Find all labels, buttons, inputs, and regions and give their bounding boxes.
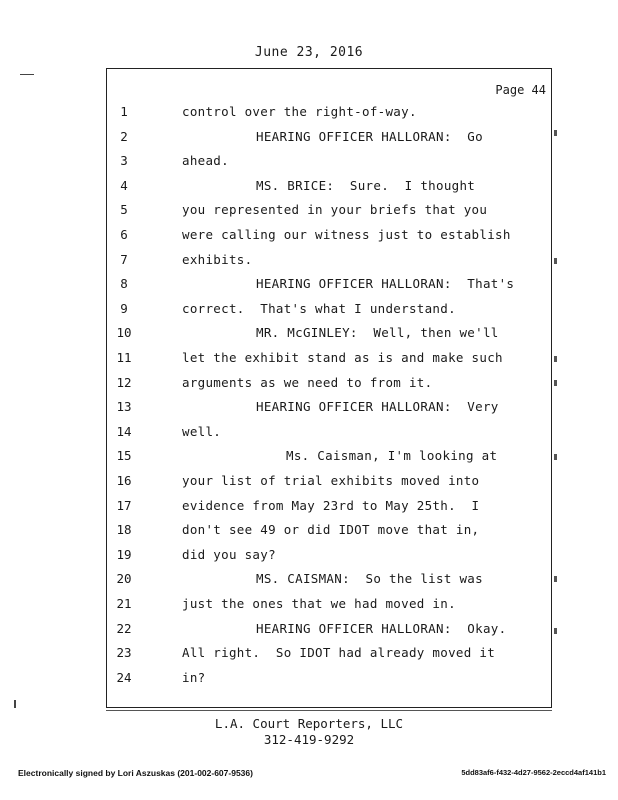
line-number: 21 xyxy=(116,596,132,611)
line-text: in? xyxy=(182,669,206,685)
line-text: just the ones that we had moved in. xyxy=(182,596,456,611)
scan-speck xyxy=(14,700,16,708)
transcript-line xyxy=(0,350,618,370)
transcript-line xyxy=(0,178,618,198)
line-number: 19 xyxy=(116,546,132,562)
line-text: exhibits. xyxy=(182,251,253,267)
line-number: 8 xyxy=(120,276,128,292)
line-number: 9 xyxy=(120,300,128,316)
reporter-phone: 312-419-9292 xyxy=(263,732,355,747)
transcript-line xyxy=(0,252,618,272)
line-number: 16 xyxy=(116,473,132,488)
line-text: correct. That's what I understand. xyxy=(182,300,456,316)
line-number: 6 xyxy=(120,227,128,242)
transcript-line xyxy=(0,498,618,518)
line-text: HEARING OFFICER HALLORAN: That's xyxy=(256,276,515,292)
line-number: 22 xyxy=(116,620,132,636)
transcript-line xyxy=(0,448,618,468)
line-number: 2 xyxy=(120,128,128,144)
transcript-line xyxy=(0,596,618,616)
scan-edge-mark xyxy=(554,356,557,362)
line-number: 14 xyxy=(116,423,132,439)
transcript-line xyxy=(0,645,618,665)
transcript-line xyxy=(0,153,618,173)
transcript-line xyxy=(0,375,618,395)
line-number: 13 xyxy=(116,399,132,415)
line-number: 10 xyxy=(116,325,132,341)
transcript-line xyxy=(0,473,618,493)
line-number: 12 xyxy=(116,374,132,390)
transcript-line xyxy=(0,670,618,690)
line-number: 1 xyxy=(120,104,128,119)
transcript-line xyxy=(0,276,618,296)
transcript-line xyxy=(0,129,618,149)
line-text: MS. BRICE: Sure. I thought xyxy=(256,177,476,193)
line-text: HEARING OFFICER HALLORAN: Go xyxy=(256,128,483,144)
line-text: MS. CAISMAN: So the list was xyxy=(256,571,483,587)
line-text: MR. McGINLEY: Well, then we'll xyxy=(256,325,499,341)
line-number: 23 xyxy=(116,645,132,661)
transcript-line xyxy=(0,522,618,542)
line-text: HEARING OFFICER HALLORAN: Very xyxy=(256,399,499,415)
line-text: were calling our witness just to establish xyxy=(182,227,511,242)
page-frame-underline xyxy=(106,710,552,711)
line-number: 24 xyxy=(116,669,132,685)
scan-edge-mark xyxy=(554,454,557,460)
transcript-line xyxy=(0,301,618,321)
scan-edge-mark xyxy=(554,130,557,136)
scan-edge-mark xyxy=(554,258,557,264)
line-text: well. xyxy=(182,423,222,439)
line-number: 3 xyxy=(120,153,128,169)
transcript-line xyxy=(0,424,618,444)
line-number: 20 xyxy=(116,571,132,587)
transcript-line xyxy=(0,325,618,345)
line-text: All right. So IDOT had already moved it xyxy=(182,645,496,661)
line-text: control over the right-of-way. xyxy=(182,104,417,119)
line-text: ahead. xyxy=(182,153,229,169)
transcript-line xyxy=(0,547,618,567)
scan-edge-mark xyxy=(554,380,557,386)
line-number: 15 xyxy=(116,448,132,464)
transcript-line xyxy=(0,621,618,641)
transcript-line xyxy=(0,104,618,124)
transcript-line xyxy=(0,202,618,222)
line-number: 4 xyxy=(120,177,128,193)
line-number: 7 xyxy=(120,251,128,267)
document-hash: 5dd83af6-f432-4d27-9562-2eccd4af141b1 xyxy=(461,768,606,777)
line-number: 5 xyxy=(120,202,128,218)
line-number: 11 xyxy=(116,350,132,365)
line-text: Ms. Caisman, I'm looking at xyxy=(286,448,498,464)
transcript-date: June 23, 2016 xyxy=(254,45,364,60)
transcript-line xyxy=(0,399,618,419)
line-text: arguments as we need to from it. xyxy=(182,374,433,390)
scan-speck xyxy=(20,74,34,75)
electronic-signature-note: Electronically signed by Lori Aszuskas (201-002-607-9536) xyxy=(18,768,253,778)
line-text: HEARING OFFICER HALLORAN: Okay. xyxy=(256,620,507,636)
page-number: Page 44 xyxy=(495,83,546,97)
line-text: you represented in your briefs that you xyxy=(182,202,488,218)
transcript-line xyxy=(0,571,618,591)
line-number: 17 xyxy=(116,497,132,513)
line-text: evidence from May 23rd to May 25th. I xyxy=(182,497,480,513)
scan-edge-mark xyxy=(554,576,557,582)
reporter-name: L.A. Court Reporters, LLC xyxy=(214,716,404,731)
transcript-line xyxy=(0,227,618,247)
scan-edge-mark xyxy=(554,628,557,634)
line-text: your list of trial exhibits moved into xyxy=(182,473,480,488)
line-number: 18 xyxy=(116,522,132,538)
line-text: let the exhibit stand as is and make such xyxy=(182,350,503,365)
line-text: don't see 49 or did IDOT move that in, xyxy=(182,522,480,538)
line-text: did you say? xyxy=(182,546,276,562)
